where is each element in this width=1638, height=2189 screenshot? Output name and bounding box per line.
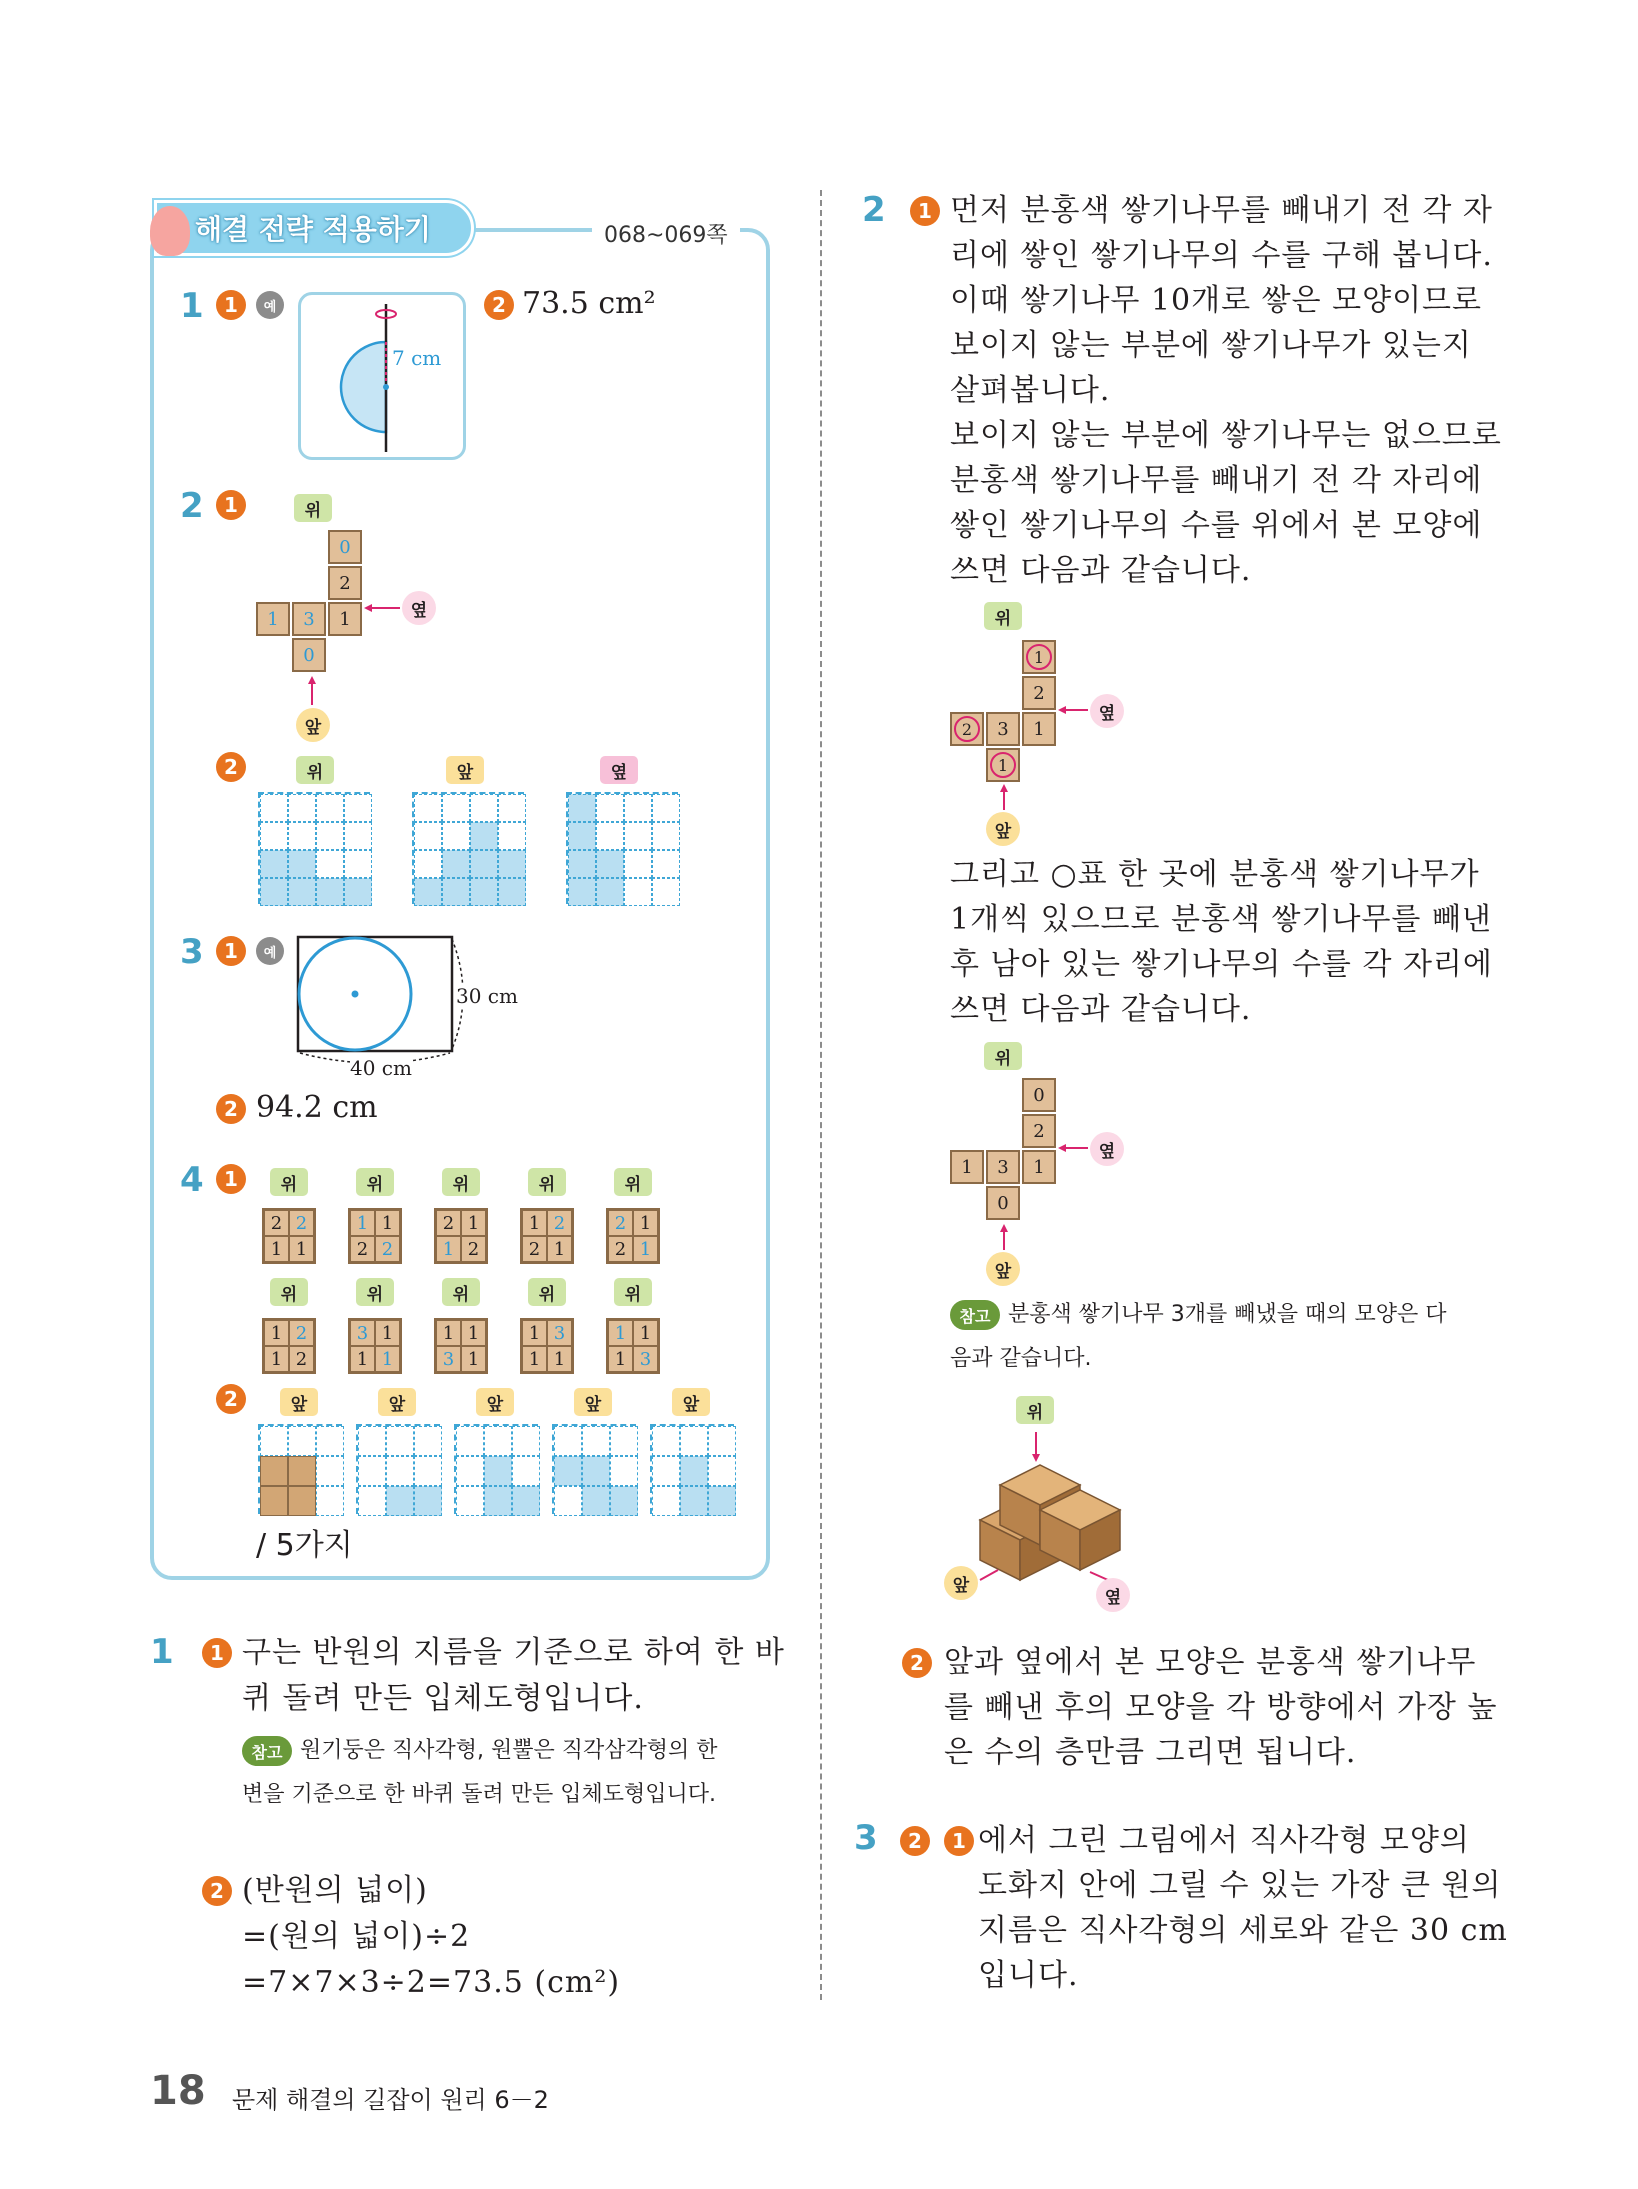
label-side: 옆: [402, 591, 436, 625]
mini-top-label: 위: [270, 1168, 308, 1196]
view-label-top: 위: [296, 756, 334, 784]
left-q1-line2: 퀴 돌려 만든 입체도형입니다.: [242, 1681, 644, 1716]
grid-square: [386, 1456, 414, 1486]
view-grid: [258, 792, 370, 904]
page-number: 18: [150, 2068, 206, 2114]
mini-cell: 1: [350, 1346, 375, 1372]
front-label: 앞: [672, 1388, 710, 1416]
mini-cell: 1: [436, 1236, 461, 1262]
box-q1-number: 1: [180, 286, 204, 326]
grid-square: [554, 1486, 582, 1516]
text-line: 지름은 직사각형의 세로와 같은 30 cm: [978, 1913, 1508, 1948]
grid-square: [260, 878, 288, 906]
mini-cell: 1: [264, 1320, 289, 1346]
grid-cell: 3: [292, 602, 326, 636]
view-grid: [552, 1424, 636, 1514]
right-q3-number: 3: [854, 1818, 878, 1858]
mini-grid: [262, 1208, 316, 1264]
text-line: 은 수의 층만큼 그리면 됩니다.: [944, 1735, 1357, 1770]
mini-cell: 1: [547, 1236, 572, 1262]
grid-cell: 1: [1022, 712, 1056, 746]
banner-title: 해결 전략 적용하기: [195, 213, 431, 246]
grid-square: [344, 878, 372, 906]
text-line: 쌓인 쌓기나무의 수를 위에서 본 모양에: [950, 508, 1483, 543]
grid-square: [470, 850, 498, 878]
gridB: [950, 1078, 1060, 1224]
grid-square: [652, 1456, 680, 1486]
box-q1-c2: 2: [484, 290, 514, 320]
grid-square: [596, 794, 624, 822]
mini-grid: [434, 1318, 488, 1374]
grid-cell: [1022, 640, 1056, 674]
mini-top-label: 위: [356, 1168, 394, 1196]
grid-square: [568, 822, 596, 850]
front-label: 앞: [476, 1388, 514, 1416]
view-grid: [258, 1424, 342, 1514]
grid-square: [288, 1486, 316, 1516]
front-label: 앞: [378, 1388, 416, 1416]
front-label: 앞: [574, 1388, 612, 1416]
grid-square: [624, 794, 652, 822]
text-line: 에서 그린 그림에서 직사각형 모양의: [978, 1823, 1470, 1858]
grid-square: [680, 1426, 708, 1456]
grid-square: [358, 1426, 386, 1456]
left-q1-f2: =(원의 넓이)÷2: [242, 1919, 471, 1954]
grid-square: [470, 878, 498, 906]
grid-cell: 1: [256, 602, 290, 636]
box-q1-ex: 예: [256, 291, 284, 319]
view-grid: [454, 1424, 538, 1514]
grid-square: [414, 1426, 442, 1456]
grid-cell: 1: [328, 602, 362, 636]
grid-square: [260, 1426, 288, 1456]
grid-square: [610, 1486, 638, 1516]
grid-cell: [950, 712, 984, 746]
grid-cell: 0: [292, 638, 326, 672]
grid-square: [498, 822, 526, 850]
gridB-side-label: 옆: [1090, 1132, 1124, 1166]
mini-grid: [434, 1208, 488, 1264]
grid-arrows: [0, 0, 1, 1]
rect-width-label: 40 cm: [350, 1056, 412, 1080]
mini-cell: 2: [547, 1210, 572, 1236]
box-q4-c2: 2: [216, 1384, 246, 1414]
grid-square: [414, 878, 442, 906]
mini-cell: 1: [375, 1346, 400, 1372]
grid-square: [344, 850, 372, 878]
grid-square: [288, 794, 316, 822]
grid-square: [652, 878, 680, 906]
mini-cell: 2: [289, 1210, 314, 1236]
grid-square: [470, 822, 498, 850]
grid-square: [680, 1486, 708, 1516]
grid-square: [708, 1426, 736, 1456]
mini-grid: [520, 1208, 574, 1264]
grid-square: [260, 850, 288, 878]
mini-cell: 3: [547, 1320, 572, 1346]
mini-top-label: 위: [528, 1168, 566, 1196]
box-q2-c2: 2: [216, 752, 246, 782]
grid-cell: 3: [986, 1150, 1020, 1184]
text-line: 쓰면 다음과 같습니다.: [950, 992, 1252, 1027]
mini-grid: [606, 1318, 660, 1374]
mini-cell: 2: [436, 1210, 461, 1236]
box-q2-c1: 1: [216, 490, 246, 520]
box-q2-number: 2: [180, 486, 204, 526]
grid-square: [652, 1486, 680, 1516]
mini-cell: 1: [633, 1210, 658, 1236]
grid-square: [442, 850, 470, 878]
text-line: 앞과 옆에서 본 모양은 분홍색 쌓기나무: [944, 1645, 1477, 1680]
column-divider: [820, 190, 822, 2000]
grid-cell: 2: [328, 566, 362, 600]
right-q2-note2: 음과 같습니다.: [950, 1346, 1092, 1371]
page-ref: 068~069쪽: [592, 218, 740, 249]
mini-cell: 1: [547, 1346, 572, 1372]
gridA-top-label: 위: [984, 602, 1022, 630]
mini-cell: 3: [350, 1320, 375, 1346]
grid-square: [624, 878, 652, 906]
grid-square: [652, 850, 680, 878]
rect-height-label: 30 cm: [456, 984, 518, 1008]
grid-square: [582, 1426, 610, 1456]
view-grid: [650, 1424, 734, 1514]
circled-value: 2: [954, 716, 980, 742]
mini-cell: 1: [264, 1346, 289, 1372]
grid-square: [512, 1456, 540, 1486]
text-line: 분홍색 쌓기나무를 빼내기 전 각 자리에: [950, 463, 1483, 498]
box-q3-c2: 2: [216, 1094, 246, 1124]
grid-square: [442, 878, 470, 906]
grid-square: [316, 878, 344, 906]
left-q1-c1: 1: [202, 1638, 232, 1668]
grid-square: [652, 794, 680, 822]
mini-cell: 1: [608, 1320, 633, 1346]
grid-square: [386, 1486, 414, 1516]
grid-square: [554, 1426, 582, 1456]
right-q3-c2: 2: [900, 1826, 930, 1856]
circled-value: 1: [990, 752, 1016, 778]
mini-top-label: 위: [442, 1168, 480, 1196]
note-text: 원기둥은 직사각형, 원뿔은 직각삼각형의 한: [300, 1738, 718, 1763]
mini-cell: 2: [289, 1346, 314, 1372]
mini-top-label: 위: [270, 1278, 308, 1306]
mini-cell: 1: [375, 1210, 400, 1236]
mini-cell: 1: [633, 1236, 658, 1262]
text-line: 1개씩 있으므로 분홍색 쌓기나무를 빼낸: [950, 902, 1492, 937]
text-line: 그리고 ○표 한 곳에 분홍색 쌓기나무가: [950, 857, 1480, 892]
grid-square: [316, 1426, 344, 1456]
book-title: 문제 해결의 길잡이 원리 6－2: [232, 2086, 549, 2114]
left-q1-f1: (반원의 넓이): [242, 1873, 428, 1908]
mini-grid: [520, 1318, 574, 1374]
mini-cell: 1: [350, 1210, 375, 1236]
note-tag: 참고: [950, 1300, 1000, 1330]
mini-cell: 2: [350, 1236, 375, 1262]
view-grid: [356, 1424, 440, 1514]
iso-blocks: [960, 1430, 1160, 1600]
left-q1-note1: [242, 1730, 718, 1772]
mini-cell: 2: [289, 1320, 314, 1346]
mini-cell: 2: [375, 1236, 400, 1262]
text-line: 이때 쌓기나무 10개로 쌓은 모양이므로: [950, 283, 1483, 318]
grid-cell: 2: [1022, 676, 1056, 710]
mini-cell: 1: [461, 1346, 486, 1372]
grid-square: [316, 822, 344, 850]
iso-side-label: 옆: [1096, 1578, 1130, 1612]
grid-square: [568, 878, 596, 906]
grid-square: [554, 1456, 582, 1486]
note-tag: 참고: [242, 1736, 292, 1766]
grid-square: [358, 1486, 386, 1516]
mini-top-label: 위: [614, 1168, 652, 1196]
text-line: 를 빼낸 후의 모양을 각 방향에서 가장 높: [944, 1690, 1498, 1725]
right-q2-para3: [944, 1640, 1497, 1775]
grid-square: [484, 1426, 512, 1456]
grid-square: [652, 1426, 680, 1456]
view-label-side: 옆: [600, 756, 638, 784]
front-label: 앞: [280, 1388, 318, 1416]
text-line: 보이지 않는 부분에 쌓기나무가 있는지: [950, 328, 1472, 363]
left-q1-number: 1: [150, 1632, 174, 1672]
mini-cell: 2: [608, 1210, 633, 1236]
grid-square: [456, 1456, 484, 1486]
grid-square: [414, 794, 442, 822]
grid-square: [568, 850, 596, 878]
mini-grid: [348, 1318, 402, 1374]
mini-cell: 1: [375, 1320, 400, 1346]
grid-square: [358, 1456, 386, 1486]
mascot-icon: [150, 206, 190, 256]
right-q2-number: 2: [862, 190, 886, 230]
mini-cell: 2: [264, 1210, 289, 1236]
grid-square: [596, 878, 624, 906]
grid-square: [316, 850, 344, 878]
grid-square: [288, 878, 316, 906]
mini-top-label: 위: [356, 1278, 394, 1306]
grid-square: [456, 1486, 484, 1516]
grid-square: [288, 1456, 316, 1486]
iso-front-label: 앞: [944, 1566, 978, 1600]
grid-square: [680, 1456, 708, 1486]
view-label-front: 앞: [446, 756, 484, 784]
grid-square: [414, 1456, 442, 1486]
right-q3-c1: 1: [944, 1826, 974, 1856]
grid-square: [470, 794, 498, 822]
mini-cell: 2: [461, 1236, 486, 1262]
box-q4-number: 4: [180, 1160, 204, 1200]
mini-cell: 1: [461, 1320, 486, 1346]
grid-cell: 3: [986, 712, 1020, 746]
text-line: 도화지 안에 그릴 수 있는 가장 큰 원의: [978, 1868, 1502, 1903]
grid-square: [624, 822, 652, 850]
note-text: 분홍색 쌓기나무 3개를 빼냈을 때의 모양은 다: [1008, 1302, 1447, 1327]
grid-cell: 0: [1022, 1078, 1056, 1112]
grid-square: [582, 1486, 610, 1516]
mini-top-label: 위: [442, 1278, 480, 1306]
grid-square: [414, 1486, 442, 1516]
box-q3-answer: 94.2 cm: [256, 1090, 378, 1125]
grid-square: [316, 1456, 344, 1486]
box-q1-answer: 73.5 cm²: [522, 286, 656, 321]
right-q2-c2: 2: [902, 1648, 932, 1678]
grid-square: [288, 850, 316, 878]
mini-grid: [348, 1208, 402, 1264]
grid-square: [414, 850, 442, 878]
box-q4-count: / 5가지: [256, 1528, 353, 1563]
grid-square: [568, 794, 596, 822]
text-line: 쓰면 다음과 같습니다.: [950, 553, 1252, 588]
mini-cell: 1: [608, 1346, 633, 1372]
grid-square: [344, 794, 372, 822]
grid-square: [288, 1426, 316, 1456]
mini-top-label: 위: [614, 1278, 652, 1306]
grid-square: [512, 1486, 540, 1516]
gridA: [950, 640, 1060, 786]
grid-cell: [986, 748, 1020, 782]
gridB-top-label: 위: [984, 1042, 1022, 1070]
grid-square: [288, 822, 316, 850]
radius-label: 7 cm: [392, 346, 442, 370]
text-line: 살펴봅니다.: [950, 373, 1111, 408]
grid-square: [386, 1426, 414, 1456]
grid-cell: 0: [328, 530, 362, 564]
mini-cell: 1: [289, 1236, 314, 1262]
grid-square: [260, 794, 288, 822]
mini-grid: [606, 1208, 660, 1264]
gridA-side-label: 옆: [1090, 694, 1124, 728]
grid-square: [442, 794, 470, 822]
mini-grid: [262, 1318, 316, 1374]
grid-square: [456, 1426, 484, 1456]
grid-square: [484, 1486, 512, 1516]
text-line: 보이지 않는 부분에 쌓기나무는 없으므로: [950, 418, 1502, 453]
box-q3-c1: 1: [216, 936, 246, 966]
grid-square: [498, 794, 526, 822]
mini-cell: 1: [522, 1320, 547, 1346]
grid-cell: 0: [986, 1186, 1020, 1220]
grid-square: [582, 1456, 610, 1486]
grid-square: [708, 1456, 736, 1486]
mini-cell: 3: [436, 1346, 461, 1372]
box-q3-ex: 예: [256, 937, 284, 965]
grid-square: [316, 1486, 344, 1516]
left-q1-line1: 구는 반원의 지름을 기준으로 하여 한 바: [242, 1635, 785, 1670]
mini-cell: 1: [436, 1320, 461, 1346]
label-front: 앞: [296, 708, 330, 742]
grid-square: [442, 822, 470, 850]
grid-square: [260, 1486, 288, 1516]
grid-square: [596, 850, 624, 878]
left-q1-f3: =7×7×3÷2=73.5 (cm²): [242, 1965, 621, 2000]
mini-cell: 1: [522, 1210, 547, 1236]
grid-square: [498, 850, 526, 878]
mini-cell: 1: [633, 1320, 658, 1346]
grid-square: [344, 822, 372, 850]
right-q2-para1: [950, 188, 1502, 593]
grid-square: [260, 1456, 288, 1486]
view-grid: [566, 792, 678, 904]
text-line: 먼저 분홍색 쌓기나무를 빼내기 전 각 자: [950, 193, 1493, 228]
circled-value: 1: [1026, 644, 1052, 670]
view-grid: [412, 792, 524, 904]
grid-square: [596, 822, 624, 850]
right-q2-c1: 1: [910, 196, 940, 226]
mini-cell: 3: [633, 1346, 658, 1372]
text-line: 후 남아 있는 쌓기나무의 수를 각 자리에: [950, 947, 1493, 982]
box-q3-number: 3: [180, 932, 204, 972]
mini-cell: 2: [608, 1236, 633, 1262]
grid-cell: 1: [950, 1150, 984, 1184]
semicircle-drawing: [298, 292, 466, 460]
text-line: 리에 쌓인 쌓기나무의 수를 구해 봅니다.: [950, 238, 1493, 273]
text-line: 입니다.: [978, 1958, 1079, 1993]
mini-cell: 1: [522, 1346, 547, 1372]
gridB-front-label: 앞: [986, 1252, 1020, 1286]
grid-square: [260, 822, 288, 850]
label-top: 위: [294, 494, 332, 522]
mini-cell: 1: [461, 1210, 486, 1236]
right-q2-note1: [950, 1294, 1447, 1336]
grid-square: [484, 1456, 512, 1486]
box-q1-c1: 1: [216, 290, 246, 320]
grid-square: [610, 1456, 638, 1486]
box-q2-grid: [258, 530, 362, 674]
left-q1-c2: 2: [202, 1876, 232, 1906]
grid-square: [708, 1486, 736, 1516]
grid-square: [652, 822, 680, 850]
mini-top-label: 위: [528, 1278, 566, 1306]
grid-square: [498, 878, 526, 906]
right-q3-para: [978, 1818, 1508, 1998]
iso-top-label: 위: [1016, 1396, 1054, 1424]
grid-square: [624, 850, 652, 878]
grid-square: [414, 822, 442, 850]
box-q4-c1: 1: [216, 1164, 246, 1194]
gridA-front-label: 앞: [986, 812, 1020, 846]
right-q2-para2: [950, 852, 1493, 1032]
grid-square: [316, 794, 344, 822]
mini-cell: 2: [522, 1236, 547, 1262]
mini-cell: 1: [264, 1236, 289, 1262]
grid-square: [512, 1426, 540, 1456]
grid-square: [610, 1426, 638, 1456]
grid-cell: 1: [1022, 1150, 1056, 1184]
grid-cell: 2: [1022, 1114, 1056, 1148]
left-q1-note2: 변을 기준으로 한 바퀴 돌려 만든 입체도형입니다.: [242, 1782, 716, 1807]
